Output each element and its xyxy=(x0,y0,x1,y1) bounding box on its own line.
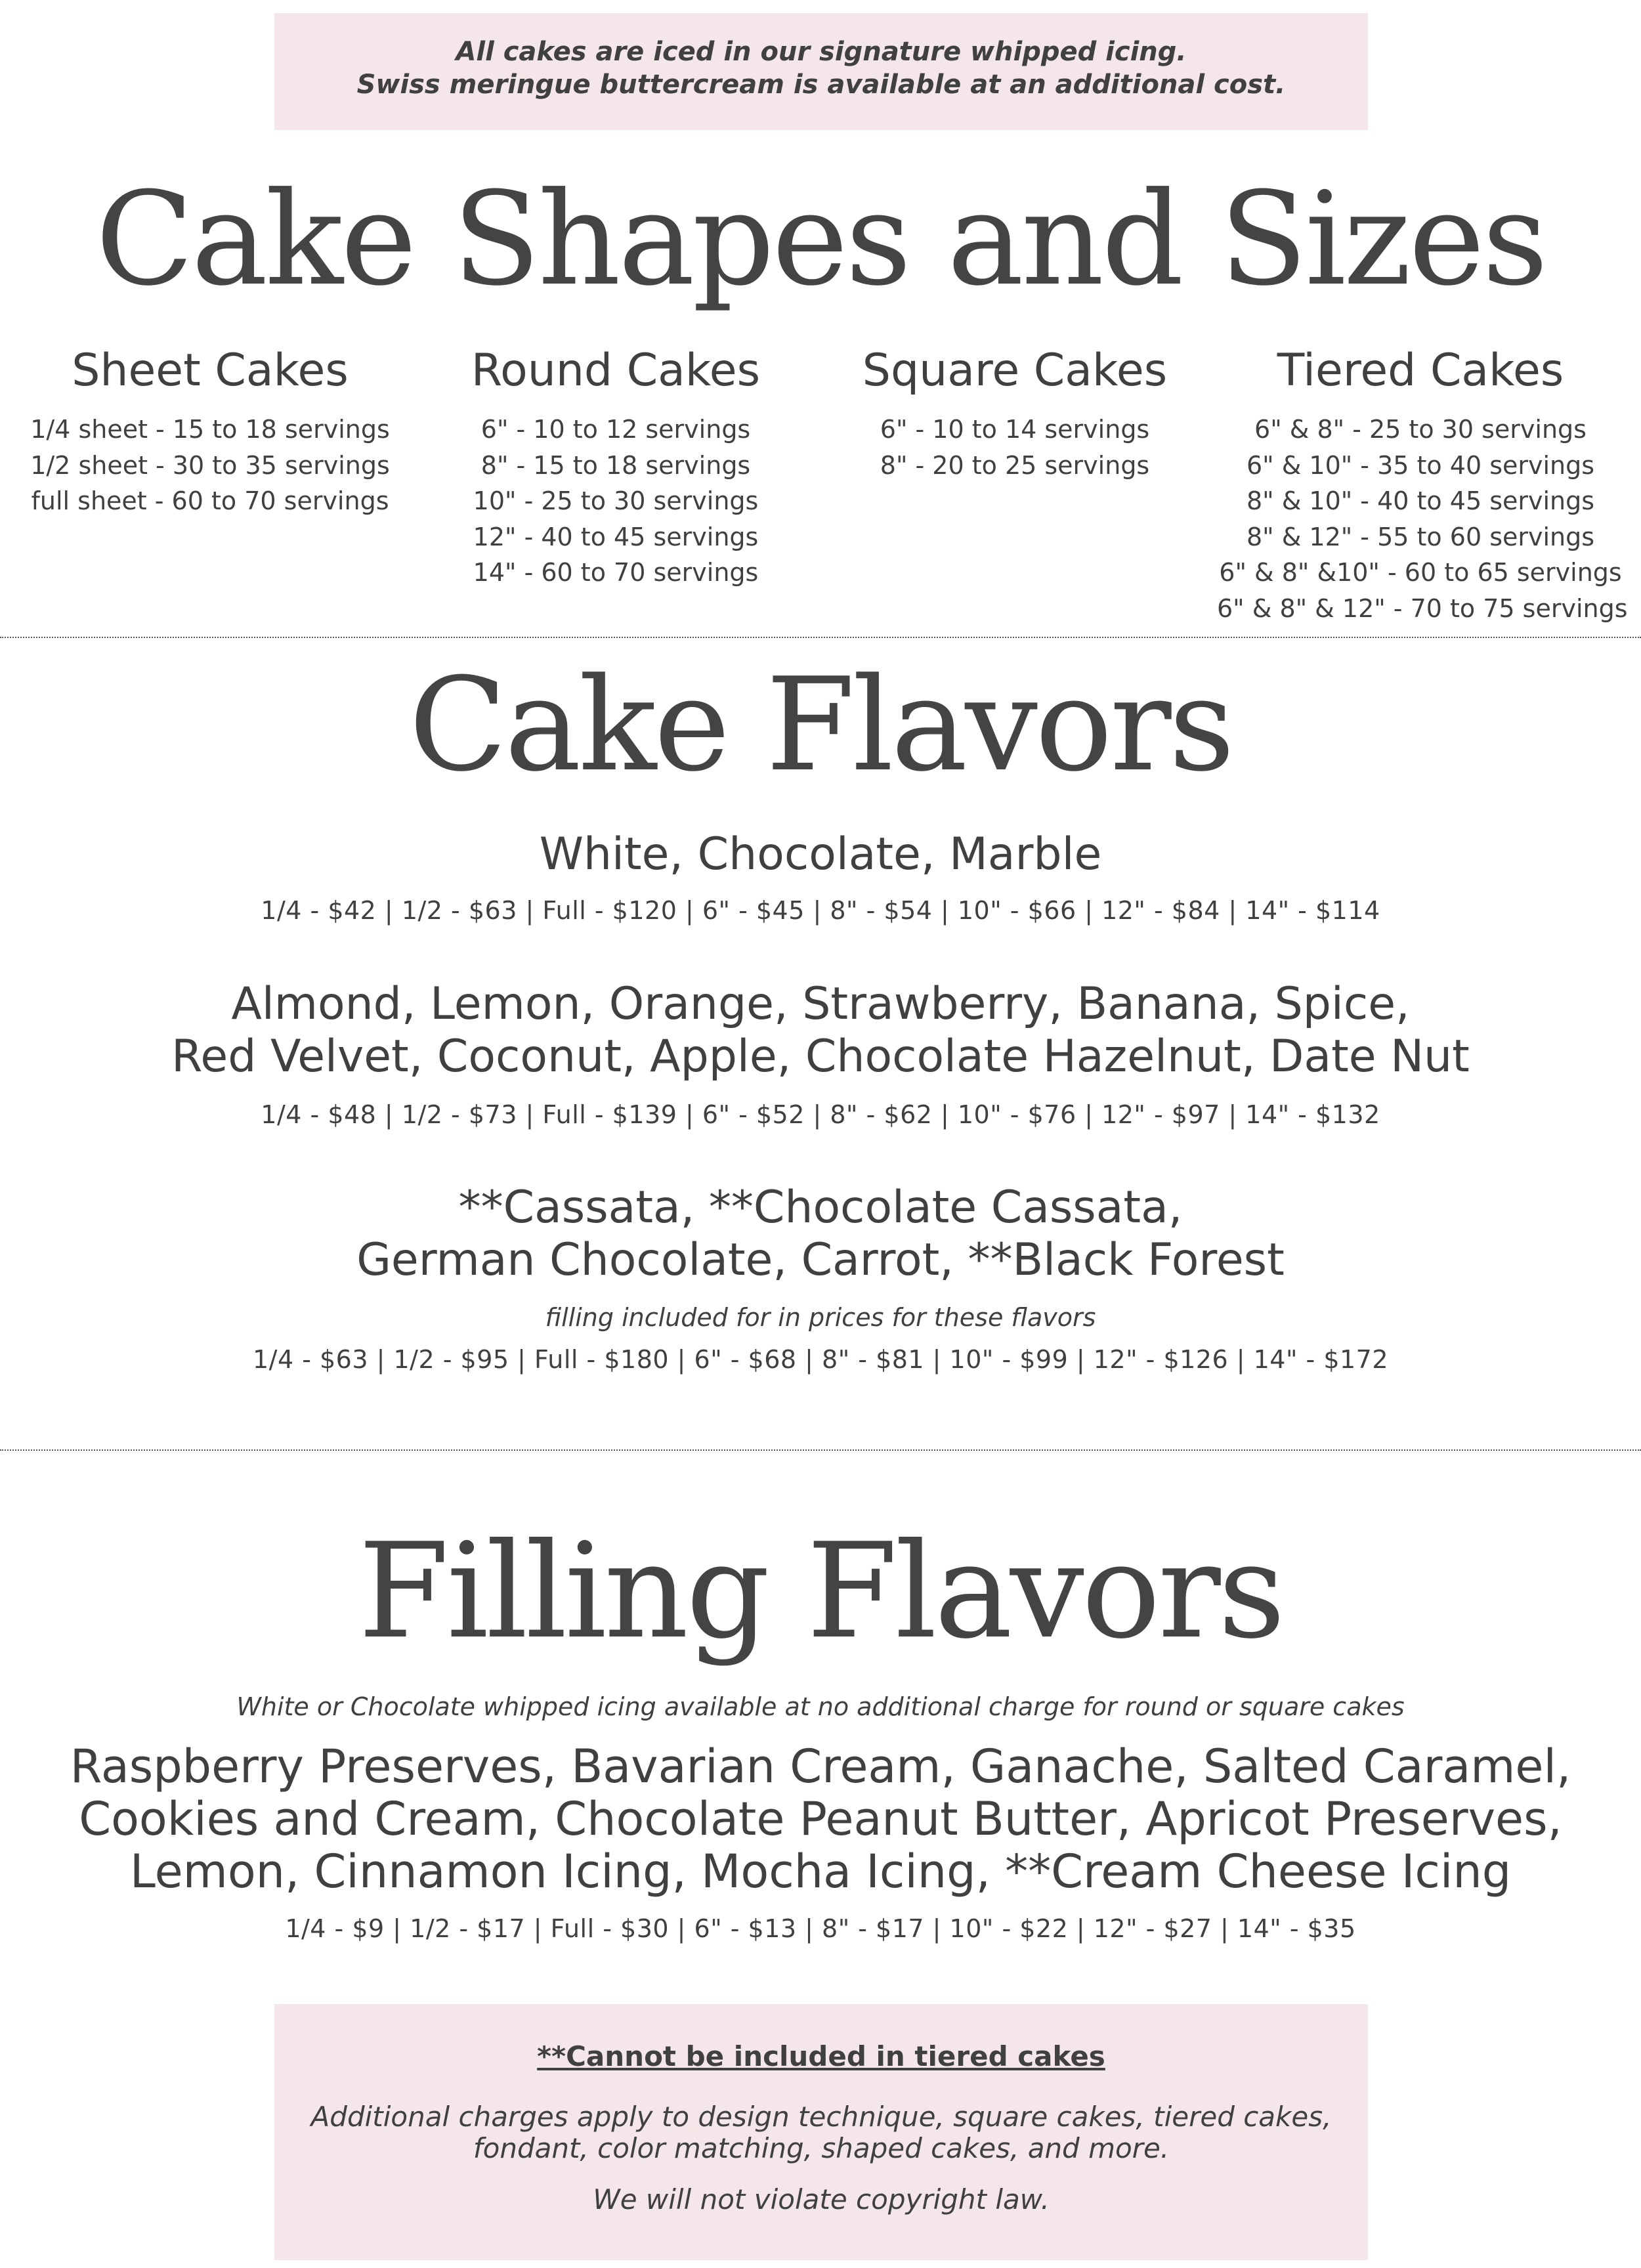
list-item: 14" - 60 to 70 servings xyxy=(473,558,759,587)
flavor-group-2-line-2: Red Velvet, Coconut, Apple, Chocolate Hazelnut, Date Nut xyxy=(171,1031,1470,1082)
list-item: 1/4 sheet - 15 to 18 servings xyxy=(30,415,390,444)
square-cakes-list xyxy=(811,412,1218,483)
list-item: full sheet - 60 to 70 servings xyxy=(31,486,389,515)
round-cakes-list xyxy=(412,412,819,591)
top-notice-line-1: All cakes are iced in our signature whipped icing. xyxy=(456,37,1187,67)
list-item: 1/2 sheet - 30 to 35 servings xyxy=(30,450,390,480)
section-divider xyxy=(0,637,1641,638)
filling-line-2: Cookies and Cream, Chocolate Peanut Butter, Apricot Preserves, xyxy=(79,1792,1562,1846)
list-item: 12" - 40 to 45 servings xyxy=(473,522,759,551)
round-cakes-heading: Round Cakes xyxy=(471,345,761,396)
list-item: 6" & 8" &10" - 60 to 65 servings xyxy=(1219,558,1622,587)
tiered-cakes-heading: Tiered Cakes xyxy=(1277,345,1564,396)
round-cakes-column xyxy=(412,338,819,591)
flavor-group-3-line-1: **Cassata, **Chocolate Cassata, xyxy=(458,1182,1183,1233)
flavor-group-1-prices: 1/4 - $42 | 1/2 - $63 | Full - $120 | 6" - $45 | 8" - $54 | 10" - $66 | 12" - $84 | 14" - $114 xyxy=(261,896,1380,925)
list-item: 8" - 15 to 18 servings xyxy=(480,450,751,480)
square-cakes-column xyxy=(811,338,1218,483)
filling-prices: 1/4 - $9 | 1/2 - $17 | Full - $30 | 6" - $13 | 8" - $17 | 10" - $22 | 12" - $27 | 14" - $35 xyxy=(285,1914,1356,1943)
list-item: 6" & 8" - 25 to 30 servings xyxy=(1254,415,1587,444)
list-item: 6" & 8" & 12" - 70 to 75 servings xyxy=(1217,593,1628,623)
sheet-cakes-heading: Sheet Cakes xyxy=(72,345,349,396)
tiered-cakes-column xyxy=(1217,338,1628,626)
list-item: 10" - 25 to 30 servings xyxy=(473,486,759,515)
tiered-warning: **Cannot be included in tiered cakes xyxy=(537,2040,1105,2072)
cake-flavors-title: Cake Flavors xyxy=(408,651,1233,800)
filling-line-3: Lemon, Cinnamon Icing, Mocha Icing, **Cream Cheese Icing xyxy=(129,1845,1512,1898)
filling-line-1: Raspberry Preserves, Bavarian Cream, Ganache, Salted Caramel, xyxy=(70,1740,1571,1793)
flavor-group-2-prices: 1/4 - $48 | 1/2 - $73 | Full - $139 | 6" - $52 | 8" - $62 | 10" - $76 | 12" - $97 | 14" - $132 xyxy=(261,1100,1380,1129)
flavor-group-3-note: filling included for in prices for these flavors xyxy=(545,1303,1096,1332)
filling-flavors-title: Filling Flavors xyxy=(358,1515,1283,1668)
square-cakes-heading: Square Cakes xyxy=(862,345,1168,396)
filling-note: White or Chocolate whipped icing available at no additional charge for round or square cakes xyxy=(236,1692,1405,1721)
sheet-cakes-list xyxy=(7,412,414,519)
additional-charges-line-2: fondant, color matching, shaped cakes, and more. xyxy=(473,2132,1170,2164)
list-item: 8" & 12" - 55 to 60 servings xyxy=(1246,522,1595,551)
top-notice-box xyxy=(274,13,1368,130)
tiered-cakes-list xyxy=(1217,412,1628,626)
section-divider xyxy=(0,1449,1641,1451)
list-item: 6" - 10 to 14 servings xyxy=(880,415,1150,444)
flavor-group-1-line-1: White, Chocolate, Marble xyxy=(539,828,1102,880)
list-item: 8" - 20 to 25 servings xyxy=(880,450,1150,480)
list-item: 8" & 10" - 40 to 45 servings xyxy=(1246,486,1595,515)
shapes-title: Cake Shapes and Sizes xyxy=(95,165,1546,314)
flavor-group-3-prices: 1/4 - $63 | 1/2 - $95 | Full - $180 | 6" - $68 | 8" - $81 | 10" - $99 | 12" - $126 | 14" - $172 xyxy=(252,1345,1389,1374)
list-item: 6" - 10 to 12 servings xyxy=(480,415,751,444)
flavor-group-3-line-2: German Chocolate, Carrot, **Black Forest xyxy=(356,1234,1285,1286)
list-item: 6" & 10" - 35 to 40 servings xyxy=(1246,450,1595,480)
copyright-note: We will not violate copyright law. xyxy=(593,2183,1050,2215)
flavor-group-2-line-1: Almond, Lemon, Orange, Strawberry, Banana, Spice, xyxy=(231,978,1410,1030)
top-notice-line-2: Swiss meringue buttercream is available at an additional cost. xyxy=(356,70,1286,100)
additional-charges-line-1: Additional charges apply to design technique, square cakes, tiered cakes, xyxy=(310,2101,1332,2133)
bottom-notice-box xyxy=(274,2004,1368,2260)
sheet-cakes-column xyxy=(7,338,414,519)
